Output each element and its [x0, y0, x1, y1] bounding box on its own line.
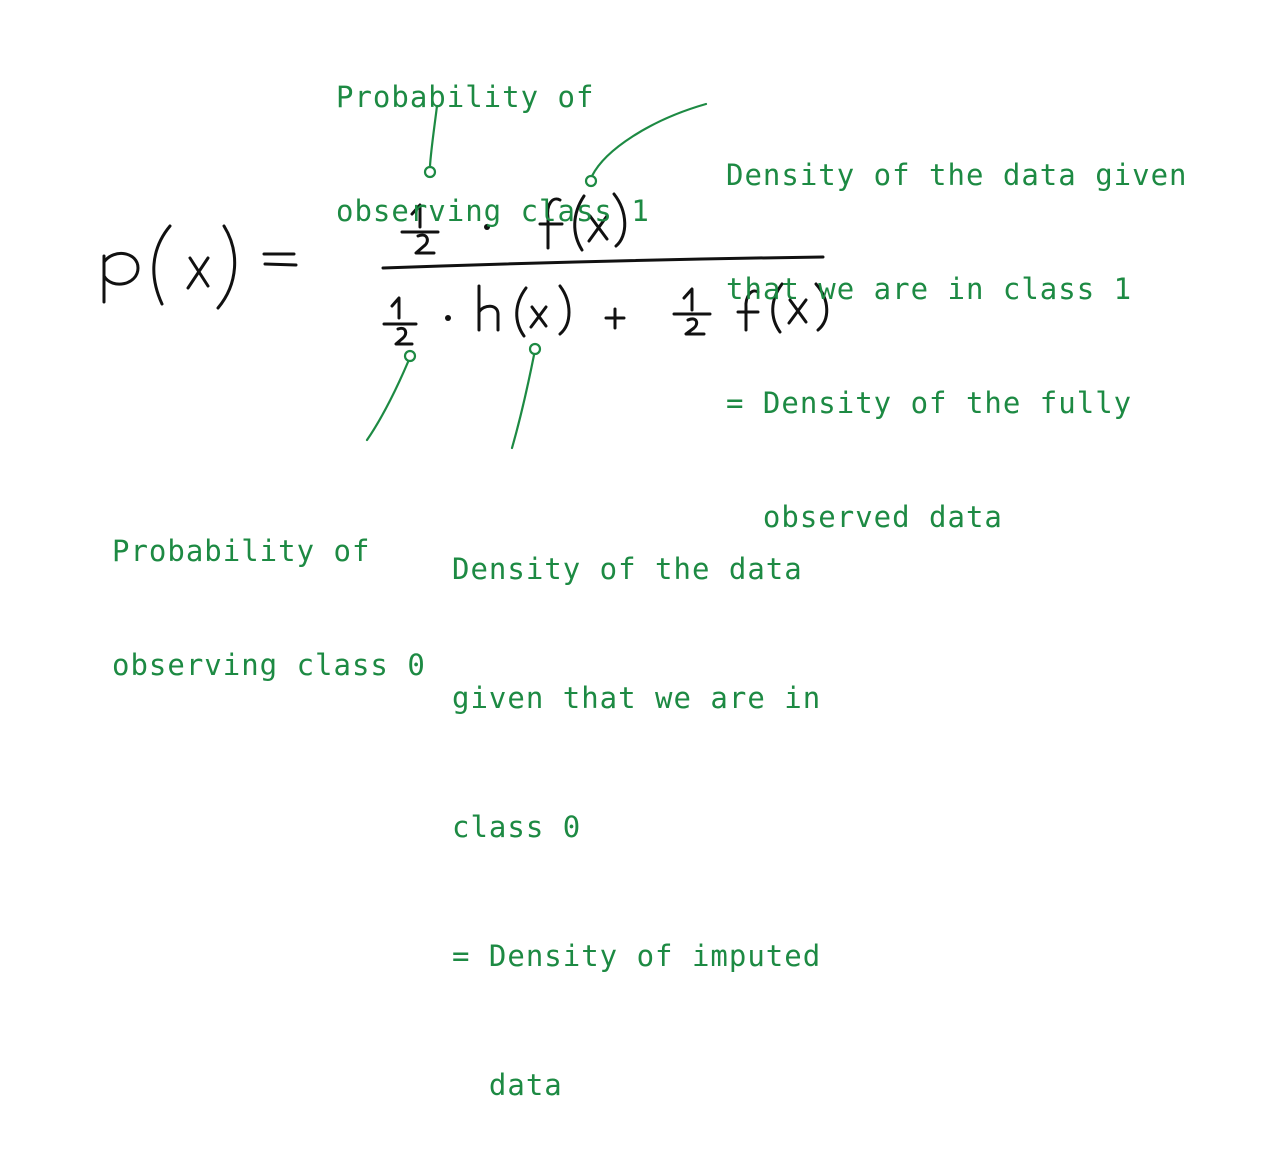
- annotation-line: observed data: [726, 500, 1003, 534]
- annotation-line: given that we are in: [452, 681, 822, 715]
- glyph-open-paren: [517, 288, 526, 336]
- annotation-class0-density: [452, 462, 821, 1150]
- annotation-line: Probability of: [112, 534, 371, 568]
- annotation-class0-probability: [112, 456, 426, 722]
- annotation-line: Density of the data given: [726, 158, 1188, 192]
- glyph-close-paren: [560, 286, 569, 334]
- glyph-x: [531, 307, 546, 327]
- connector-marker: [530, 344, 540, 354]
- annotation-line: observing class 0: [112, 648, 426, 682]
- annotation-line: = Density of imputed: [452, 939, 822, 973]
- annotation-line: Probability of: [336, 80, 595, 114]
- annotation-line: = Density of the fully: [726, 386, 1133, 420]
- glyph-h: [479, 286, 498, 330]
- glyph-plus: [606, 309, 624, 328]
- fraction-one-half: [674, 289, 710, 334]
- glyph-open-paren: [154, 226, 170, 304]
- connector-class0-probability: [367, 362, 408, 440]
- multiply-dot: [445, 315, 451, 321]
- annotation-line: observing class 1: [336, 194, 650, 228]
- glyph-equals: [264, 254, 296, 265]
- annotation-line: that we are in class 1: [726, 272, 1133, 306]
- fraction-one-half: [384, 298, 416, 344]
- glyph-close-paren: [218, 226, 235, 308]
- annotation-line: data: [452, 1068, 563, 1102]
- annotation-line: class 0: [452, 810, 582, 844]
- equation-lhs: [104, 226, 296, 308]
- connector-marker: [405, 351, 415, 361]
- glyph-x: [188, 258, 208, 288]
- connector-class0-density: [512, 355, 534, 448]
- equation-text: [0, 0, 1, 1]
- glyph-p: [104, 253, 138, 302]
- annotation-class1-probability: [336, 2, 650, 268]
- annotation-line: Density of the data: [452, 552, 803, 586]
- equation-lhs-text: [0, 0, 1, 1]
